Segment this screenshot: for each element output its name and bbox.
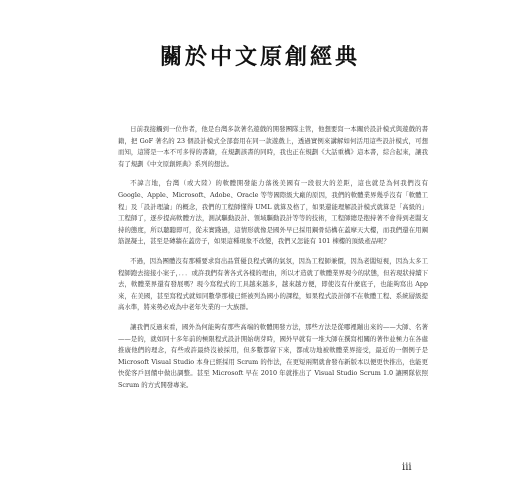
paragraph: 不過，因為團體沒有那種要求寫出品質優良程式碼的氣氛，因為工程師兼價，因為老闆短視，因為太多工程師跑去接接小案子，．．．或許我們有著各式各樣的理由，所以才造就了軟體業界現今的狀態，但若現狀持續下去，軟體業界還有發展嗎？現今寫程式的工具越來越多，越來越方便，即使沒有什麼底子，也能夠寫出 App 來，在美國，甚至寫程式就如同數學那樣已經被列為國小的課程，如果程式設計師不在軟體工程、系統層級提高水準，將來勢必成為中老年失業的一大族群。 (118, 256, 428, 312)
paragraph: 不諱言地，台灣（或大陸）的軟體開發能力落後美國有一段很大的差距，這也就是為何我們沒有 Google、Apple、Microsoft、Adobe、Oracle 等等國際級大廠的原因，我們的軟體業界幾乎沒有「軟體工程」及「設計理論」的概念，我們的工程師懂得 UML 就算及格了，如果還能理解設計模式就算是「高級的」工程師了，逐步提高軟體方法，測試驅動設計、領域驅動設計等等的技術，工程師總是抱持著不會得到老闆支持的態度，所以聽聽即可，從未實踐過，這情形就像是國外早已採用鋼骨結構在蓋摩天大樓，而我們還在用鋼筋混凝土，甚至是磚牆在蓋房子，如果這種現象不改變，我們又怎能有 101 棟樓的頂級產品呢？ (118, 179, 428, 246)
body-text (118, 124, 428, 399)
paragraph: 讓我們反過來看，國外為何能夠有那些高端的軟體開發方法，那些方法是從哪裡蹦出來的——大師、名著——是的，就如同十多年前的極限程式設計開始萌芽時，國外早就有一堆大師在撰寫相關的著作並極力在各處推廣他們的理念，有些或許最終沒被採用，但多數都留下來，都成功地被軟體業界接受，最近的一個例子是 Microsoft Visual Studio 本身已經採用 Scrum 的作法，在更短兩期就會發布新版本以便更快推出，也能更快從客戶回饋中做出調整。甚至 Microsoft 早在 2010 年就推出了 Visual Studio Scrum 1.0 讓團隊依照 Scrum 的方式開發專案。 (118, 322, 428, 389)
page-title: 關於中文原創經典 (159, 45, 360, 70)
paragraph: 日前我接觸到一位作者，他是台灣多款著名遊戲的開發團隊主管，他想要寫一本關於設計模式與遊戲的書籍，把 GoF 著名的 23 個設計模式全部套用在同一款遊戲上，透過實例來講解如何活用這些設計模式，可想而知，這將是一本不可多得的書籍，在規劃該書的同時，我也正在規劃《大話重構》這本書，綜合起來，讓我有了規劃《中文原創經典》系列的想法。 (118, 125, 428, 168)
page-number: iii (402, 462, 412, 473)
